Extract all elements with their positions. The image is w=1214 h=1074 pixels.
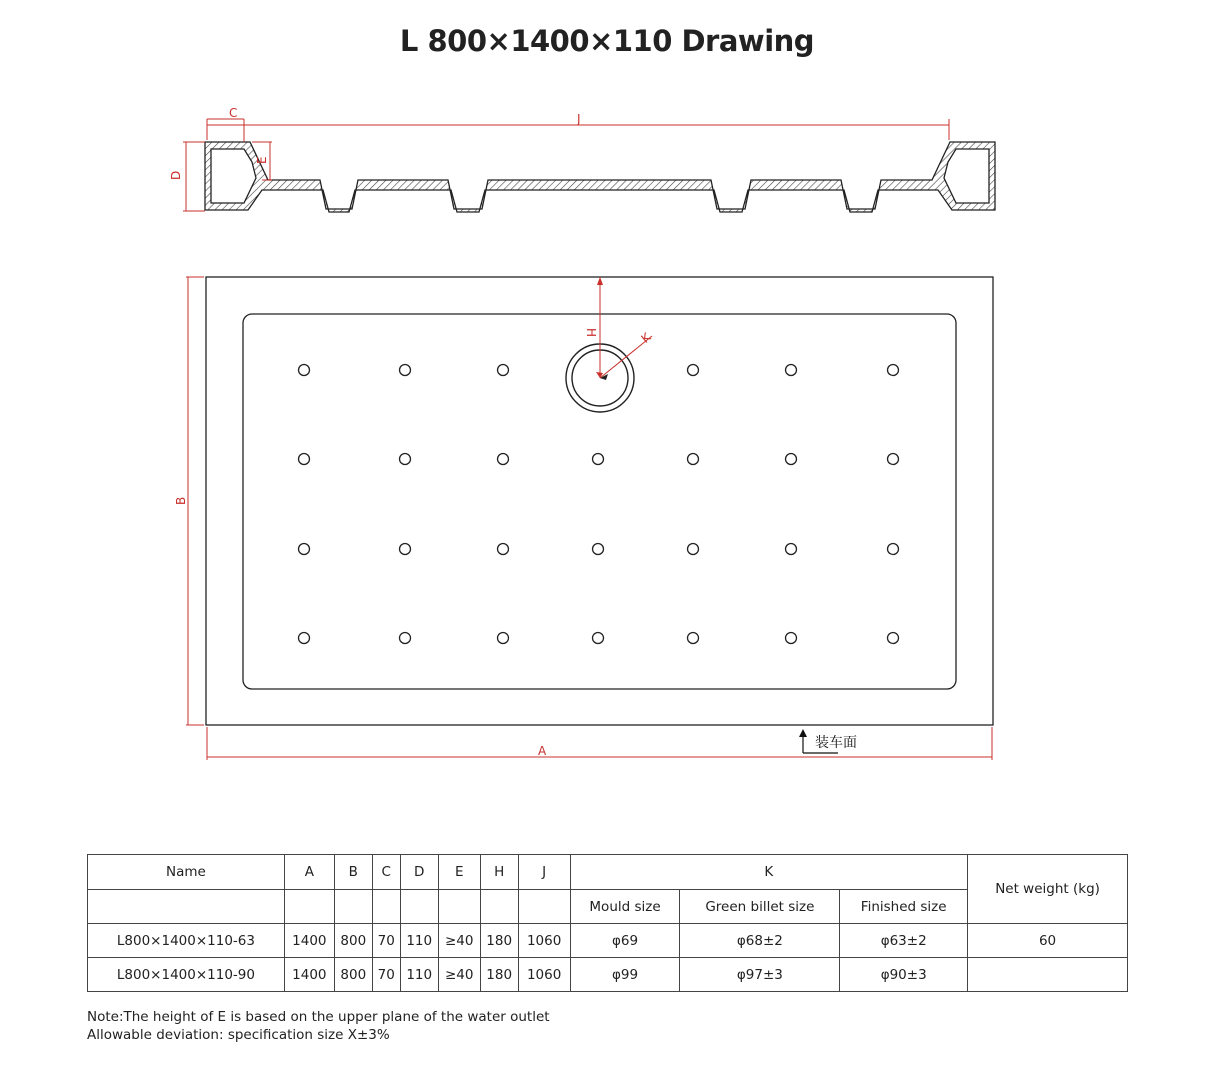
subheader-finished-size: Finished size <box>840 890 968 924</box>
drain-hole <box>786 633 797 644</box>
header-b: B <box>334 855 372 890</box>
cell-mould: φ99 <box>570 958 680 992</box>
dim-label-c: C <box>229 106 238 120</box>
cell-weight <box>968 958 1128 992</box>
cell-b: 800 <box>334 958 372 992</box>
cell-finished: φ90±3 <box>840 958 968 992</box>
drain-hole <box>299 633 310 644</box>
specification-table <box>87 854 1128 992</box>
cell-j: 1060 <box>518 924 570 958</box>
drain-hole <box>786 454 797 465</box>
cell-green: φ97±3 <box>680 958 840 992</box>
cell-finished: φ63±2 <box>840 924 968 958</box>
loading-face-label: 装车面 <box>815 735 857 751</box>
notes <box>87 1008 550 1044</box>
dim-label-d: D <box>169 170 183 180</box>
cell-h: 180 <box>480 958 518 992</box>
cell-e: ≥40 <box>438 924 480 958</box>
drain-hole <box>888 365 899 376</box>
drain-hole <box>498 454 509 465</box>
header-net-weight: Net weight (kg) <box>968 855 1128 924</box>
drain-hole <box>498 365 509 376</box>
note-line: Note:The height of E is based on the upper plane of the water outlet <box>87 1009 550 1025</box>
cell-c: 70 <box>372 958 400 992</box>
drain-hole <box>400 454 411 465</box>
cell-weight: 60 <box>968 924 1128 958</box>
dim-label-j: J <box>577 112 581 126</box>
dim-label-a: A <box>538 744 547 758</box>
dim-label-k: K <box>638 330 654 346</box>
drain-hole <box>498 633 509 644</box>
header-j: J <box>518 855 570 890</box>
table-row <box>88 924 1128 958</box>
drain-hole <box>688 633 699 644</box>
drain-hole <box>400 633 411 644</box>
drain-hole <box>498 544 509 555</box>
table-row <box>88 958 1128 992</box>
dim-label-e: E <box>255 156 269 164</box>
drain-hole <box>888 454 899 465</box>
drain-hole <box>400 544 411 555</box>
cell-d: 110 <box>400 958 438 992</box>
header-a: A <box>284 855 334 890</box>
section-profile <box>205 142 995 212</box>
drain-hole <box>688 454 699 465</box>
cell-a: 1400 <box>284 924 334 958</box>
cell-j: 1060 <box>518 958 570 992</box>
section-view <box>169 106 995 212</box>
page-title: L 800×1400×110 Drawing <box>399 24 815 58</box>
drain-hole <box>400 365 411 376</box>
drain-hole <box>888 544 899 555</box>
cell-name: L800×1400×110-90 <box>88 958 285 992</box>
plan-view <box>174 277 993 760</box>
dim-label-b: B <box>174 496 188 505</box>
cell-e: ≥40 <box>438 958 480 992</box>
header-d: D <box>400 855 438 890</box>
cell-c: 70 <box>372 924 400 958</box>
drain-hole <box>688 544 699 555</box>
cell-b: 800 <box>334 924 372 958</box>
drain-hole <box>593 544 604 555</box>
header-k: K <box>570 855 968 890</box>
cell-a: 1400 <box>284 958 334 992</box>
note-line: Allowable deviation: specification size X±3% <box>87 1027 390 1043</box>
drain-hole <box>688 365 699 376</box>
drain-hole <box>299 544 310 555</box>
cell-d: 110 <box>400 924 438 958</box>
header-e: E <box>438 855 480 890</box>
drain-hole <box>593 454 604 465</box>
cell-name: L800×1400×110-63 <box>88 924 285 958</box>
table-header-row <box>88 855 1128 890</box>
cell-h: 180 <box>480 924 518 958</box>
header-h: H <box>480 855 518 890</box>
header-name: Name <box>88 855 285 890</box>
drain-hole <box>299 365 310 376</box>
cell-mould: φ69 <box>570 924 680 958</box>
subheader-mould-size: Mould size <box>570 890 680 924</box>
subheader-green-billet-size: Green billet size <box>680 890 840 924</box>
drain-hole <box>299 454 310 465</box>
drain-hole <box>786 544 797 555</box>
drain-hole <box>888 633 899 644</box>
header-c: C <box>372 855 400 890</box>
drain-hole <box>593 633 604 644</box>
drain-hole <box>786 365 797 376</box>
dim-label-h: H <box>584 328 598 338</box>
cell-green: φ68±2 <box>680 924 840 958</box>
